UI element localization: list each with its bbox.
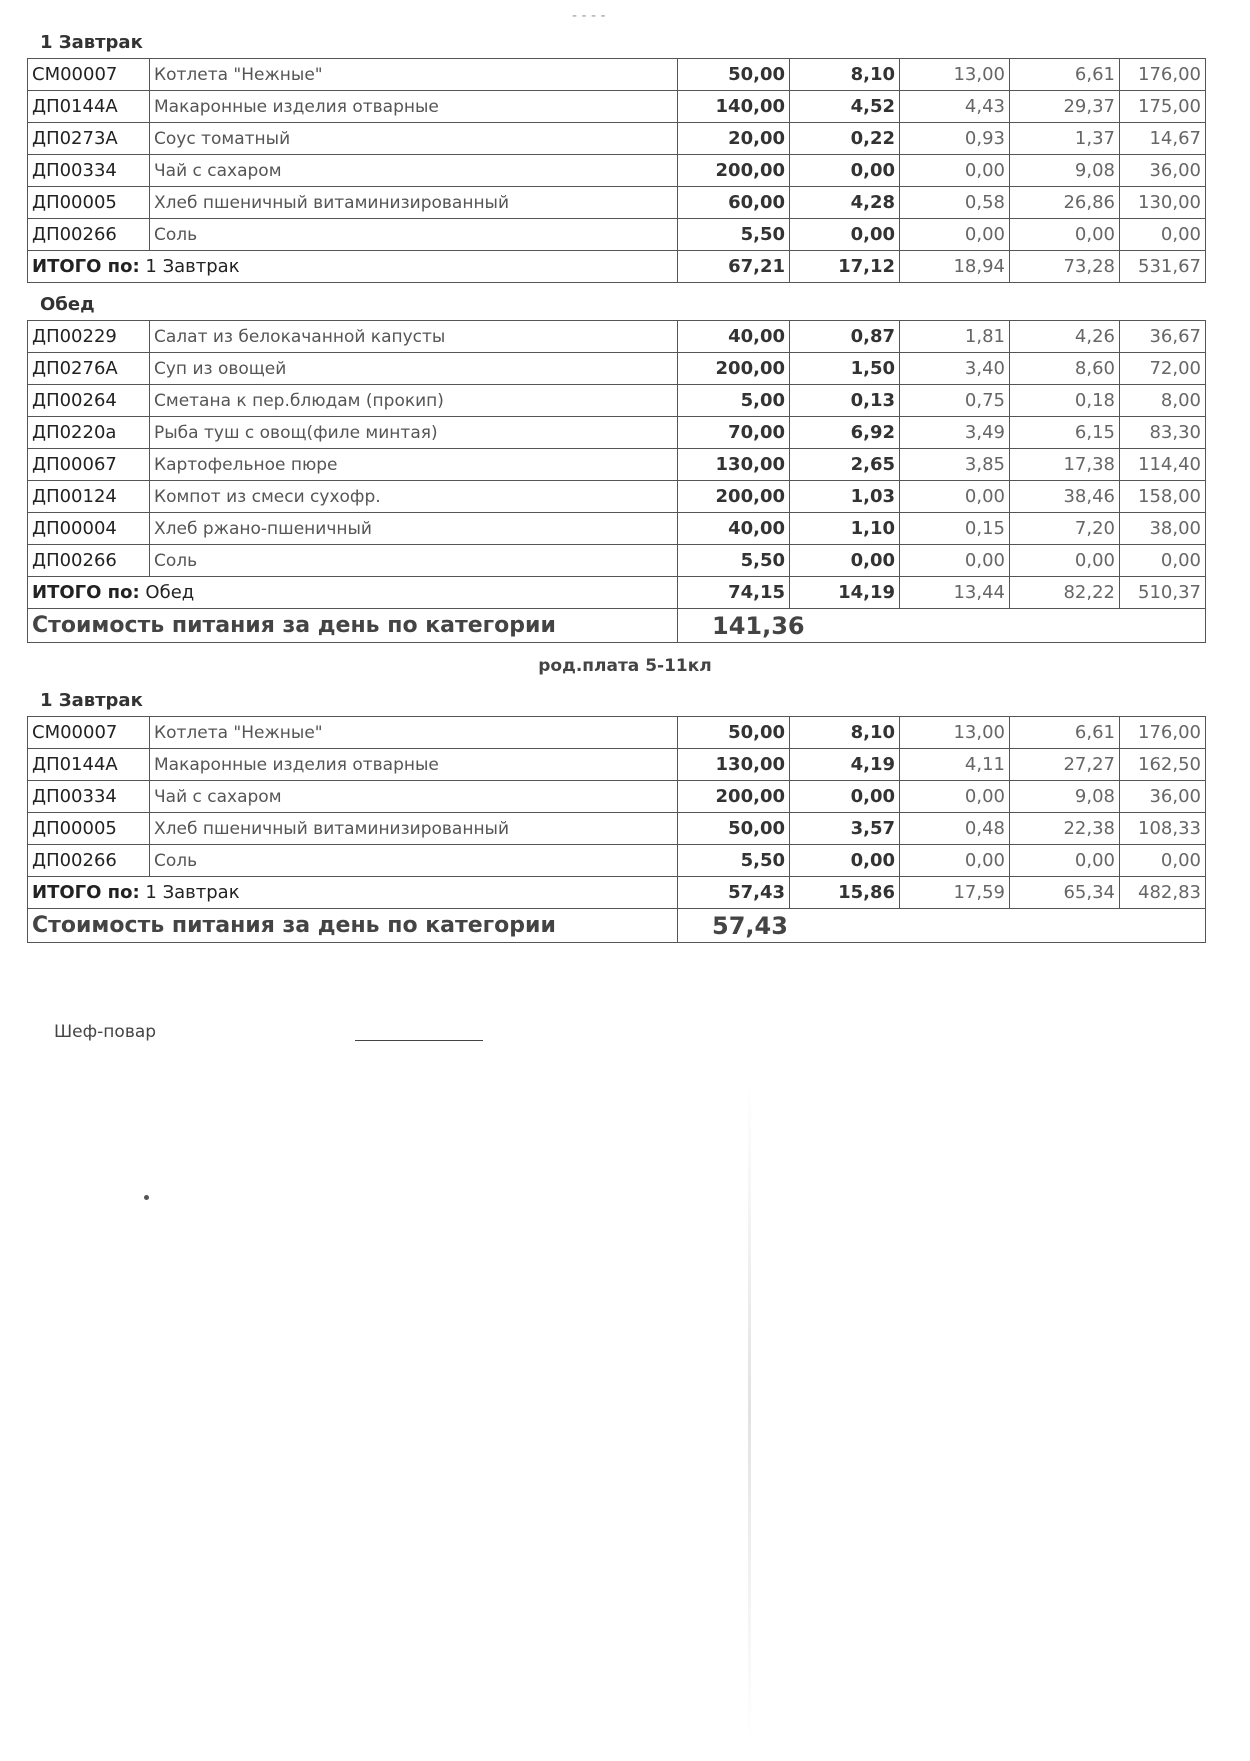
- dish-protein: 8,10: [790, 59, 900, 91]
- dish-energy: 83,30: [1120, 417, 1206, 449]
- table-row: [28, 59, 1206, 91]
- dish-protein: 4,19: [790, 749, 900, 781]
- menu-table-lunch: [27, 320, 1206, 643]
- total-label: [28, 577, 678, 609]
- dish-weight: 130,00: [678, 749, 790, 781]
- table-row: [28, 781, 1206, 813]
- total-row: [28, 877, 1206, 909]
- dish-carbs: 26,86: [1010, 187, 1120, 219]
- total-row: [28, 577, 1206, 609]
- dish-weight: 5,50: [678, 545, 790, 577]
- menu-table-breakfast-2: [27, 716, 1206, 943]
- dish-energy: 36,00: [1120, 155, 1206, 187]
- dish-fat: 0,93: [900, 123, 1010, 155]
- dish-name: Макаронные изделия отварные: [150, 91, 678, 123]
- dish-weight: 5,50: [678, 845, 790, 877]
- total-carbs: 65,34: [1010, 877, 1120, 909]
- table-row: [28, 123, 1206, 155]
- scan-speck: [144, 1195, 149, 1200]
- table-row: [28, 813, 1206, 845]
- dish-carbs: 9,08: [1010, 781, 1120, 813]
- dish-energy: 130,00: [1120, 187, 1206, 219]
- dish-protein: 4,52: [790, 91, 900, 123]
- dish-carbs: 0,00: [1010, 845, 1120, 877]
- dish-name: Картофельное пюре: [150, 449, 678, 481]
- total-weight: 67,21: [678, 251, 790, 283]
- dish-code: ДП0144А: [28, 749, 150, 781]
- table-row: [28, 513, 1206, 545]
- dish-name: Хлеб ржано-пшеничный: [150, 513, 678, 545]
- dish-carbs: 6,61: [1010, 59, 1120, 91]
- dish-name: Рыба туш с овощ(филе минтая): [150, 417, 678, 449]
- dish-carbs: 29,37: [1010, 91, 1120, 123]
- dish-code: ДП0220а: [28, 417, 150, 449]
- total-protein: 17,12: [790, 251, 900, 283]
- dish-code: ДП0276А: [28, 353, 150, 385]
- table-row: [28, 717, 1206, 749]
- dish-code: ДП0144А: [28, 91, 150, 123]
- dish-fat: 0,48: [900, 813, 1010, 845]
- table-row: [28, 91, 1206, 123]
- dish-name: Хлеб пшеничный витаминизированный: [150, 813, 678, 845]
- total-energy: 482,83: [1120, 877, 1206, 909]
- dish-fat: 13,00: [900, 59, 1010, 91]
- dish-weight: 5,50: [678, 219, 790, 251]
- total-fat: 18,94: [900, 251, 1010, 283]
- dish-energy: 158,00: [1120, 481, 1206, 513]
- daily-cost-value: 57,43: [678, 909, 1206, 943]
- total-prefix: ИТОГО по:: [32, 582, 140, 603]
- daily-cost-label: Стоимость питания за день по категории: [28, 909, 678, 943]
- dish-code: ДП00124: [28, 481, 150, 513]
- dish-energy: 176,00: [1120, 59, 1206, 91]
- dish-protein: 0,00: [790, 219, 900, 251]
- dish-carbs: 7,20: [1010, 513, 1120, 545]
- dish-energy: 38,00: [1120, 513, 1206, 545]
- dish-carbs: 4,26: [1010, 321, 1120, 353]
- dish-code: ДП00005: [28, 187, 150, 219]
- dish-code: СМ00007: [28, 717, 150, 749]
- dish-name: Компот из смеси сухофр.: [150, 481, 678, 513]
- dish-protein: 1,10: [790, 513, 900, 545]
- total-row: [28, 251, 1206, 283]
- daily-cost-row: [28, 609, 1206, 643]
- total-carbs: 73,28: [1010, 251, 1120, 283]
- dish-weight: 70,00: [678, 417, 790, 449]
- dish-carbs: 0,00: [1010, 545, 1120, 577]
- menu-table-breakfast-1: [27, 58, 1206, 283]
- dish-carbs: 6,61: [1010, 717, 1120, 749]
- dish-fat: 0,75: [900, 385, 1010, 417]
- dish-name: Соль: [150, 845, 678, 877]
- dish-protein: 1,50: [790, 353, 900, 385]
- dish-energy: 176,00: [1120, 717, 1206, 749]
- dish-weight: 130,00: [678, 449, 790, 481]
- dish-protein: 0,00: [790, 545, 900, 577]
- total-protein: 15,86: [790, 877, 900, 909]
- dish-protein: 0,87: [790, 321, 900, 353]
- dish-code: ДП00067: [28, 449, 150, 481]
- table-row: [28, 449, 1206, 481]
- table-row: [28, 155, 1206, 187]
- dish-energy: 162,50: [1120, 749, 1206, 781]
- dish-carbs: 0,18: [1010, 385, 1120, 417]
- total-meal-name: 1 Завтрак: [145, 256, 240, 277]
- dish-energy: 0,00: [1120, 219, 1206, 251]
- dish-weight: 5,00: [678, 385, 790, 417]
- dish-fat: 3,40: [900, 353, 1010, 385]
- header-marks: - - - -: [572, 8, 606, 24]
- dish-name: Хлеб пшеничный витаминизированный: [150, 187, 678, 219]
- section-title-breakfast-2: 1 Завтрак: [40, 690, 143, 711]
- dish-name: Суп из овощей: [150, 353, 678, 385]
- dish-name: Чай с сахаром: [150, 781, 678, 813]
- table-row: [28, 845, 1206, 877]
- dish-protein: 0,13: [790, 385, 900, 417]
- dish-fat: 0,00: [900, 155, 1010, 187]
- dish-energy: 114,40: [1120, 449, 1206, 481]
- daily-cost-row: [28, 909, 1206, 943]
- dish-protein: 8,10: [790, 717, 900, 749]
- dish-name: Соль: [150, 545, 678, 577]
- dish-fat: 0,15: [900, 513, 1010, 545]
- dish-protein: 0,00: [790, 781, 900, 813]
- dish-weight: 20,00: [678, 123, 790, 155]
- dish-fat: 3,49: [900, 417, 1010, 449]
- dish-energy: 175,00: [1120, 91, 1206, 123]
- dish-weight: 200,00: [678, 481, 790, 513]
- dish-carbs: 8,60: [1010, 353, 1120, 385]
- dish-fat: 0,00: [900, 545, 1010, 577]
- dish-carbs: 9,08: [1010, 155, 1120, 187]
- dish-name: Котлета "Нежные": [150, 59, 678, 91]
- dish-protein: 0,00: [790, 845, 900, 877]
- dish-weight: 50,00: [678, 59, 790, 91]
- dish-carbs: 0,00: [1010, 219, 1120, 251]
- dish-name: Салат из белокачанной капусты: [150, 321, 678, 353]
- dish-fat: 13,00: [900, 717, 1010, 749]
- dish-fat: 4,43: [900, 91, 1010, 123]
- dish-name: Чай с сахаром: [150, 155, 678, 187]
- dish-weight: 140,00: [678, 91, 790, 123]
- section-title-breakfast-1: 1 Завтрак: [40, 32, 143, 53]
- total-energy: 510,37: [1120, 577, 1206, 609]
- dish-name: Котлета "Нежные": [150, 717, 678, 749]
- total-carbs: 82,22: [1010, 577, 1120, 609]
- dish-code: ДП00266: [28, 845, 150, 877]
- dish-weight: 200,00: [678, 155, 790, 187]
- dish-code: ДП00266: [28, 219, 150, 251]
- dish-carbs: 17,38: [1010, 449, 1120, 481]
- dish-fat: 0,00: [900, 481, 1010, 513]
- dish-energy: 0,00: [1120, 545, 1206, 577]
- total-meal-name: Обед: [145, 582, 195, 603]
- dish-protein: 4,28: [790, 187, 900, 219]
- total-weight: 57,43: [678, 877, 790, 909]
- chef-label: Шеф-повар: [54, 1022, 157, 1042]
- dish-name: Соль: [150, 219, 678, 251]
- dish-protein: 6,92: [790, 417, 900, 449]
- dish-protein: 0,00: [790, 155, 900, 187]
- dish-code: ДП00229: [28, 321, 150, 353]
- table-row: [28, 385, 1206, 417]
- dish-carbs: 38,46: [1010, 481, 1120, 513]
- dish-weight: 200,00: [678, 781, 790, 813]
- dish-energy: 8,00: [1120, 385, 1206, 417]
- dish-weight: 40,00: [678, 513, 790, 545]
- dish-energy: 0,00: [1120, 845, 1206, 877]
- dish-protein: 0,22: [790, 123, 900, 155]
- table-row: [28, 481, 1206, 513]
- scan-streak: [748, 1080, 751, 1740]
- table-row: [28, 545, 1206, 577]
- dish-energy: 36,00: [1120, 781, 1206, 813]
- section-title-lunch: Обед: [40, 294, 95, 315]
- table-row: [28, 187, 1206, 219]
- dish-name: Макаронные изделия отварные: [150, 749, 678, 781]
- daily-cost-label: Стоимость питания за день по категории: [28, 609, 678, 643]
- dish-fat: 0,58: [900, 187, 1010, 219]
- total-energy: 531,67: [1120, 251, 1206, 283]
- dish-weight: 40,00: [678, 321, 790, 353]
- dish-weight: 50,00: [678, 717, 790, 749]
- dish-weight: 60,00: [678, 187, 790, 219]
- table-row: [28, 219, 1206, 251]
- dish-weight: 200,00: [678, 353, 790, 385]
- table-row: [28, 321, 1206, 353]
- dish-name: Сметана к пер.блюдам (прокип): [150, 385, 678, 417]
- dish-fat: 0,00: [900, 219, 1010, 251]
- dish-carbs: 6,15: [1010, 417, 1120, 449]
- total-protein: 14,19: [790, 577, 900, 609]
- dish-fat: 0,00: [900, 845, 1010, 877]
- dish-energy: 72,00: [1120, 353, 1206, 385]
- dish-code: ДП00005: [28, 813, 150, 845]
- table-row: [28, 353, 1206, 385]
- table-row: [28, 749, 1206, 781]
- total-fat: 13,44: [900, 577, 1010, 609]
- dish-fat: 4,11: [900, 749, 1010, 781]
- dish-name: Соус томатный: [150, 123, 678, 155]
- total-fat: 17,59: [900, 877, 1010, 909]
- dish-energy: 108,33: [1120, 813, 1206, 845]
- total-label: [28, 877, 678, 909]
- total-meal-name: 1 Завтрак: [145, 882, 240, 903]
- dish-fat: 3,85: [900, 449, 1010, 481]
- dish-code: ДП00266: [28, 545, 150, 577]
- dish-code: ДП00004: [28, 513, 150, 545]
- total-weight: 74,15: [678, 577, 790, 609]
- signature-line: [355, 1040, 483, 1041]
- dish-carbs: 27,27: [1010, 749, 1120, 781]
- dish-code: СМ00007: [28, 59, 150, 91]
- total-prefix: ИТОГО по:: [32, 882, 140, 903]
- dish-code: ДП00264: [28, 385, 150, 417]
- dish-code: ДП00334: [28, 155, 150, 187]
- daily-cost-value: 141,36: [678, 609, 1206, 643]
- table-row: [28, 417, 1206, 449]
- dish-carbs: 22,38: [1010, 813, 1120, 845]
- category-subtitle: род.плата 5-11кл: [538, 656, 712, 676]
- total-label: [28, 251, 678, 283]
- dish-carbs: 1,37: [1010, 123, 1120, 155]
- dish-code: ДП0273А: [28, 123, 150, 155]
- dish-fat: 1,81: [900, 321, 1010, 353]
- dish-protein: 2,65: [790, 449, 900, 481]
- dish-weight: 50,00: [678, 813, 790, 845]
- dish-protein: 3,57: [790, 813, 900, 845]
- dish-code: ДП00334: [28, 781, 150, 813]
- dish-energy: 36,67: [1120, 321, 1206, 353]
- total-prefix: ИТОГО по:: [32, 256, 140, 277]
- dish-fat: 0,00: [900, 781, 1010, 813]
- dish-energy: 14,67: [1120, 123, 1206, 155]
- dish-protein: 1,03: [790, 481, 900, 513]
